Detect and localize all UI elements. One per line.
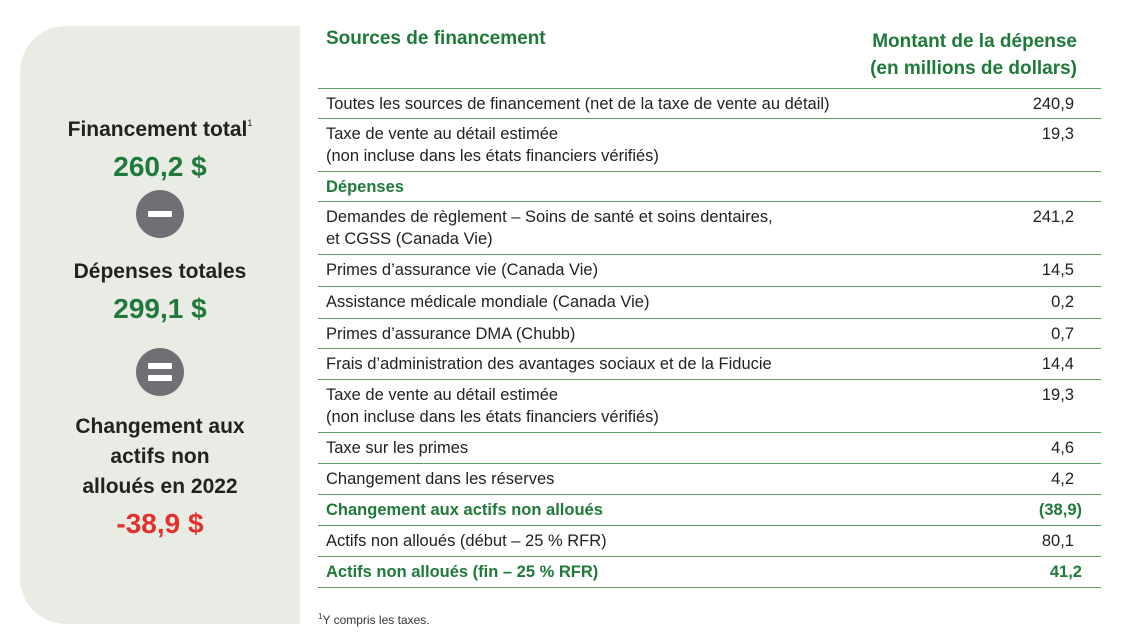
table-row <box>318 380 1101 433</box>
row-amount: 0,2 <box>1051 293 1074 311</box>
equals-icon <box>136 348 184 396</box>
table-row <box>318 89 1101 119</box>
row-amount: 0,7 <box>1051 325 1074 343</box>
change-value: -38,9 $ <box>116 508 204 539</box>
funding-value: 260,2 $ <box>113 151 207 182</box>
table-row <box>318 202 1101 255</box>
row-amount: 4,2 <box>1051 470 1074 488</box>
table-row <box>318 287 1101 319</box>
row-label: Primes d’assurance vie (Canada Vie) <box>326 261 599 279</box>
table-row <box>318 464 1101 495</box>
row-label: Actifs non alloués (début – 25 % RFR) <box>326 532 607 550</box>
row-amount: 19,3 <box>1041 125 1074 143</box>
row-amount: 4,6 <box>1051 439 1074 457</box>
table-row <box>318 255 1101 287</box>
row-label: Taxe de vente au détail estimée (non incluse dans les états financiers vérifiés) <box>326 386 659 426</box>
change-label-line3: alloués en 2022 <box>82 475 238 498</box>
row-label: Actifs non alloués (fin – 25 % RFR) <box>326 563 599 581</box>
minus-icon <box>136 190 184 238</box>
row-amount: 19,3 <box>1041 386 1074 404</box>
change-summary <box>20 412 300 542</box>
row-label: Changement dans les réserves <box>326 470 555 488</box>
header-amount-line1: Montant de la dépense <box>872 31 1077 52</box>
footnote-text: Y compris les taxes. <box>322 613 430 627</box>
row-amount: 14,5 <box>1041 261 1074 279</box>
footnote <box>318 612 430 627</box>
expenses-summary <box>20 257 300 327</box>
row-amount: 41,2 <box>1049 563 1082 581</box>
row-amount: 241,2 <box>1032 208 1074 226</box>
row-label: Taxe sur les primes <box>326 439 469 457</box>
row-amount: 80,1 <box>1041 532 1074 550</box>
row-label: Frais d’administration des avantages sociaux et de la Fiducie <box>326 355 772 373</box>
row-label: Toutes les sources de financement (net de la taxe de vente au détail) <box>326 95 830 113</box>
table-row <box>318 433 1101 464</box>
row-label: Taxe de vente au détail estimée (non incluse dans les états financiers vérifiés) <box>326 125 659 165</box>
row-label: Demandes de règlement – Soins de santé et soins dentaires, et CGSS (Canada Vie) <box>326 208 773 248</box>
table-row <box>318 557 1101 588</box>
financial-table <box>318 0 1101 636</box>
table-row <box>318 495 1101 526</box>
expenses-value: 299,1 $ <box>113 293 207 324</box>
funding-label: Financement total$^1$ <box>67 118 253 141</box>
header-amount <box>870 28 1077 82</box>
row-label: Assistance médicale mondiale (Canada Vie) <box>326 293 650 311</box>
table-row <box>318 349 1101 380</box>
row-amount: (38,9) <box>1038 501 1082 519</box>
table-row <box>318 319 1101 349</box>
table-rows <box>318 88 1101 588</box>
row-amount: 14,4 <box>1041 355 1074 373</box>
row-label: Primes d’assurance DMA (Chubb) <box>326 325 576 343</box>
table-row <box>318 172 1101 202</box>
row-label: Dépenses <box>326 178 404 196</box>
funding-summary <box>20 108 300 185</box>
footnote-marker: 1 <box>318 612 323 621</box>
header-amount-line2: (en millions de dollars) <box>870 58 1077 79</box>
row-amount: 240,9 <box>1032 95 1074 113</box>
summary-panel <box>20 26 300 624</box>
expenses-label: Dépenses totales <box>73 260 247 283</box>
funding-footnote-marker: 1 <box>247 118 253 128</box>
table-row <box>318 119 1101 172</box>
table-row <box>318 526 1101 557</box>
row-label: Changement aux actifs non alloués <box>326 501 603 519</box>
change-label-line2: actifs non <box>110 445 210 468</box>
change-label-line1: Changement aux <box>75 415 245 438</box>
header-sources: Sources de financement <box>326 28 546 49</box>
